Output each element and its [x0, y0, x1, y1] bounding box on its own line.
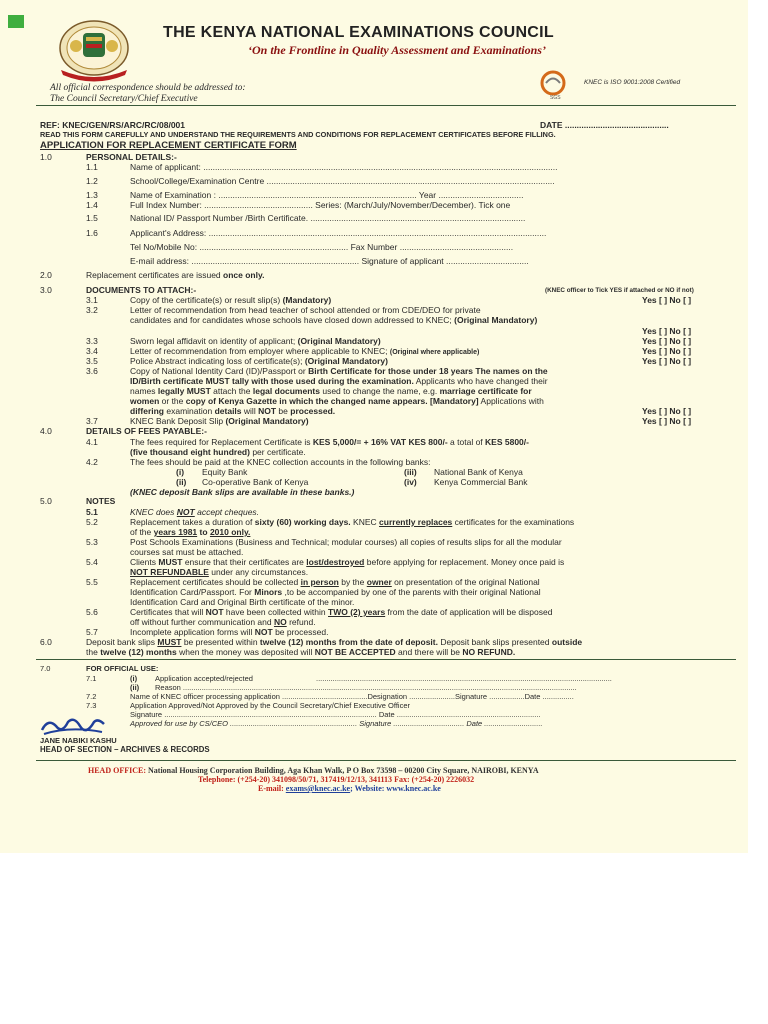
note-5-1-number: 5.1	[86, 507, 98, 517]
item-3-6-line-1: Copy of National Identity Card (ID)/Passport or Birth Certificate for those under 18 years The names on the	[130, 366, 548, 376]
approved-for-use[interactable]: Approved for use by CS/CEO ............................................................. Signature .................................. Date ............................	[130, 719, 543, 728]
note-5-2-line-2: of the years 1981 to 2010 only.	[130, 527, 251, 537]
bank-3-roman: (iii)	[404, 467, 417, 477]
note-5-2-number: 5.2	[86, 517, 98, 527]
note-5-6-line-1: Certificates that will NOT have been collected within TWO (2) years from the date of application will be disposed	[130, 607, 553, 617]
head-office-line: HEAD OFFICE: National Housing Corporation Building, Aga Khan Walk, P O Box 73598 – 00200 City Square, NAIROBI, KENYA	[88, 766, 539, 775]
email-link[interactable]: exams@knec.ac.ke	[285, 784, 351, 793]
personal-row-number: 1.5	[86, 213, 98, 223]
yes-no-3-1[interactable]: Yes [ ] No [ ]	[642, 295, 692, 305]
yes-no-3-2[interactable]: Yes [ ] No [ ]	[642, 326, 692, 336]
bank-4-roman: (iv)	[404, 477, 417, 487]
note-5-4-line-2: NOT REFUNDABLE under any circumstances.	[130, 567, 309, 577]
signature-mark	[40, 716, 106, 738]
item-3-1-number: 3.1	[86, 295, 98, 305]
personal-row-field[interactable]: Name of applicant: ......................................................................................................................................................	[130, 162, 558, 172]
note-5-4-line-1: Clients MUST ensure that their certificates are lost/destroyed before applying for replacement. Money once paid is	[130, 557, 565, 567]
note-5-6-number: 5.6	[86, 607, 98, 617]
telephone-line: Telephone: (+254-20) 341098/50/71, 317419/12/13, 341113 Fax: (+254-20) 2226032	[198, 775, 475, 784]
footer-divider	[36, 760, 736, 761]
section-6-line-2: the twelve (12) months when the money was deposited will NOT BE ACCEPTED and there will be NO REFUND.	[86, 647, 516, 657]
note-5-6-line-2: off without further communication and NO refund.	[130, 617, 316, 627]
item-3-4: Letter of recommendation from employer where applicable to KNEC; (Original where applicable)	[130, 346, 480, 356]
official-use-divider	[36, 659, 736, 660]
header-divider	[36, 105, 736, 106]
section-3-heading: DOCUMENTS TO ATTACH:-	[86, 285, 197, 295]
section-1-heading: PERSONAL DETAILS:-	[86, 152, 177, 162]
form-ref: REF: KNEC/GEN/RS/ARC/RC/08/001	[40, 120, 186, 130]
personal-row-number: 1.6	[86, 228, 98, 238]
item-7-3-number: 7.3	[86, 701, 97, 710]
note-5-5-line-1: Replacement certificates should be collected in person by the owner on presentation of the original National	[130, 577, 540, 587]
item-3-2-line-1: Letter of recommendation from head teacher of school attended or from CDE/DEO for private	[130, 305, 481, 315]
personal-row-number: 1.4	[86, 200, 98, 210]
section-6-number: 6.0	[40, 637, 52, 647]
bank-4-name: Kenya Commercial Bank	[434, 477, 528, 487]
item-3-2-number: 3.2	[86, 305, 98, 315]
personal-row-field[interactable]: Full Index Number: .............................................. Series: (March/July/November/December). Tick one	[130, 200, 511, 210]
note-5-5-line-2: Identification Card/Passport. For Minors ,to be accompanied by one of the parents with their original National	[130, 587, 541, 597]
item-3-4-number: 3.4	[86, 346, 98, 356]
yes-no-3-7[interactable]: Yes [ ] No [ ]	[642, 416, 692, 426]
correspondence-line-1: All official correspondence should be addressed to:	[50, 83, 246, 93]
form-date: DATE ............................................	[540, 120, 669, 130]
green-corner-mark	[8, 15, 24, 28]
correspondence-line-2: The Council Secretary/Chief Executive	[50, 94, 198, 104]
section-5-heading: NOTES	[86, 496, 116, 506]
note-5-2-line-1: Replacement takes a duration of sixty (60) working days. KNEC currently replaces certificates for the examinations	[130, 517, 575, 527]
item-7-1-i-label: Application accepted/rejected	[155, 674, 253, 683]
item-3-6-number: 3.6	[86, 366, 98, 376]
item-3-1: Copy of the certificate(s) or result slip(s) (Mandatory)	[130, 295, 332, 305]
note-5-3-line-2: courses sat must be attached.	[130, 547, 244, 557]
item-3-7-number: 3.7	[86, 416, 98, 426]
sgs-label: SGS	[550, 95, 561, 100]
item-7-2[interactable]: Name of KNEC officer processing application .........................................Designation ......................Signature .................Date ...............	[130, 692, 574, 701]
bank-1-roman: (i)	[176, 467, 185, 477]
personal-row-field[interactable]: Name of Examination : .................................................................................... Year ....................................	[130, 190, 524, 200]
section-4-heading: DETAILS OF FEES PAYABLE:-	[86, 426, 207, 436]
personal-row-field[interactable]: Tel No/Mobile No: ............................................................... Fax Number ................................................	[130, 242, 514, 252]
item-7-1-ii-roman: (ii)	[130, 683, 140, 692]
note-5-7: Incomplete application forms will NOT be processed.	[130, 627, 329, 637]
section-3-number: 3.0	[40, 285, 52, 295]
item-4-2: The fees should be paid at the KNEC collection accounts in the following banks:	[130, 457, 431, 467]
knec-crest-logo	[55, 18, 133, 82]
signatory-name: JANE NABIKI KASHU	[40, 736, 117, 745]
section-2-number: 2.0	[40, 270, 52, 280]
item-3-7: KNEC Bank Deposit Slip (Original Mandatory)	[130, 416, 309, 426]
item-7-1-number: 7.1	[86, 674, 97, 683]
note-5-1: KNEC does NOT accept cheques.	[130, 507, 260, 517]
item-7-2-number: 7.2	[86, 692, 97, 701]
iso-statement: KNEC is ISO 9001:2008 Certified	[584, 79, 681, 86]
item-3-6-line-5: differing examination details will NOT be processed.	[130, 406, 336, 416]
item-4-1-line-1: The fees required for Replacement Certificate is KES 5,000/= + 16% VAT KES 800/- a total of KES 5800/-	[130, 437, 529, 447]
personal-row-field[interactable]: National ID/ Passport Number /Birth Certificate. ...........................................................................................	[130, 213, 526, 223]
item-3-3: Sworn legal affidavit on identity of applicant; (Original Mandatory)	[130, 336, 381, 346]
item-3-6-line-3: names legally MUST attach the legal documents used to change the name, e.g. marriage certificate for	[130, 386, 532, 396]
item-7-1-i-field[interactable]: ..............................................................................................................................................	[316, 674, 612, 683]
personal-row-number: 1.3	[86, 190, 98, 200]
section-7-heading: FOR OFFICIAL USE:	[86, 664, 159, 673]
yes-no-3-4[interactable]: Yes [ ] No [ ]	[642, 346, 692, 356]
section-6-line-1: Deposit bank slips MUST be presented within twelve (12) months from the date of deposit. Deposit bank slips presented outside	[86, 637, 583, 647]
note-5-4-number: 5.4	[86, 557, 98, 567]
yes-no-3-5[interactable]: Yes [ ] No [ ]	[642, 356, 692, 366]
bank-slips-note: (KNEC deposit Bank slips are available in these banks.)	[130, 487, 355, 497]
note-5-3-line-1: Post Schools Examinations (Business and Technical; modular courses) all copies of results slips for all the modular	[130, 537, 562, 547]
section-1-number: 1.0	[40, 152, 52, 162]
item-3-5: Police Abstract indicating loss of certificate(s); (Original Mandatory)	[130, 356, 388, 366]
note-5-7-number: 5.7	[86, 627, 98, 637]
form-title: APPLICATION FOR REPLACEMENT CERTIFICATE FORM	[40, 140, 297, 151]
bank-3-name: National Bank of Kenya	[434, 467, 523, 477]
council-motto: ‘On the Frontline in Quality Assessment and Examinations’	[248, 43, 546, 57]
personal-row-field[interactable]: School/College/Examination Centre ..........................................................................................................................	[130, 176, 555, 186]
item-7-1-ii-reason[interactable]: Reason .............................................................................................................................................................................................	[155, 683, 577, 692]
item-3-2-line-2: candidates and for candidates whose schools have closed down addressed to KNEC; (Original Mandatory)	[130, 315, 538, 325]
item-7-3-signature[interactable]: Signature ...................................................................................................... Date .....................................................................	[130, 710, 541, 719]
item-3-3-number: 3.3	[86, 336, 98, 346]
section-4-number: 4.0	[40, 426, 52, 436]
council-title: THE KENYA NATIONAL EXAMINATIONS COUNCIL	[163, 24, 554, 41]
note-5-3-number: 5.3	[86, 537, 98, 547]
email-line: E-mail: exams@knec.ac.ke; Website: www.knec.ac.ke	[258, 784, 441, 793]
section-2-text: Replacement certificates are issued once only.	[86, 270, 265, 280]
personal-row-number: 1.1	[86, 162, 98, 172]
item-3-5-number: 3.5	[86, 356, 98, 366]
item-4-1-line-2: (five thousand eight hundred) per certificate.	[130, 447, 306, 457]
item-3-6-line-4: women or the copy of Kenya Gazette in which the changed name appears. [Mandatory] Applications with	[130, 396, 544, 406]
yes-no-3-3[interactable]: Yes [ ] No [ ]	[642, 336, 692, 346]
item-7-3: Application Approved/Not Approved by the Council Secretary/Chief Executive Officer	[130, 701, 411, 710]
bank-1-name: Equity Bank	[202, 467, 248, 477]
item-4-2-number: 4.2	[86, 457, 98, 467]
bank-2-name: Co-operative Bank of Kenya	[202, 477, 309, 487]
personal-row-number: 1.2	[86, 176, 98, 186]
section-7-number: 7.0	[40, 664, 51, 673]
iso-certification-logo	[536, 70, 576, 100]
bank-2-roman: (ii)	[176, 477, 187, 487]
section-5-number: 5.0	[40, 496, 52, 506]
item-7-1-i-roman: (i)	[130, 674, 138, 683]
personal-row-field[interactable]: E-mail address: ....................................................................... Signature of applicant ...................................	[130, 256, 529, 266]
item-4-1-number: 4.1	[86, 437, 98, 447]
yes-no-3-6[interactable]: Yes [ ] No [ ]	[642, 406, 692, 416]
note-5-5-number: 5.5	[86, 577, 98, 587]
note-5-5-line-3: Identification Card and Original Birth certificate of the minor.	[130, 597, 355, 607]
officer-tick-note: (KNEC officer to Tick YES if attached or NO if not)	[545, 287, 694, 294]
item-3-6-line-2: ID/Birth certificate MUST tally with those used during the examination. Applicants who have changed their	[130, 376, 548, 386]
form-instruction: READ THIS FORM CAREFULLY AND UNDERSTAND THE REQUIREMENTS AND CONDITIONS FOR REPLACEMENT CERTIFICATES BEFORE FILLING.	[40, 130, 556, 139]
personal-row-field[interactable]: Applicant's Address: ...............................................................................................................................................	[130, 228, 547, 238]
signatory-title: HEAD OF SECTION – ARCHIVES & RECORDS	[40, 745, 210, 754]
